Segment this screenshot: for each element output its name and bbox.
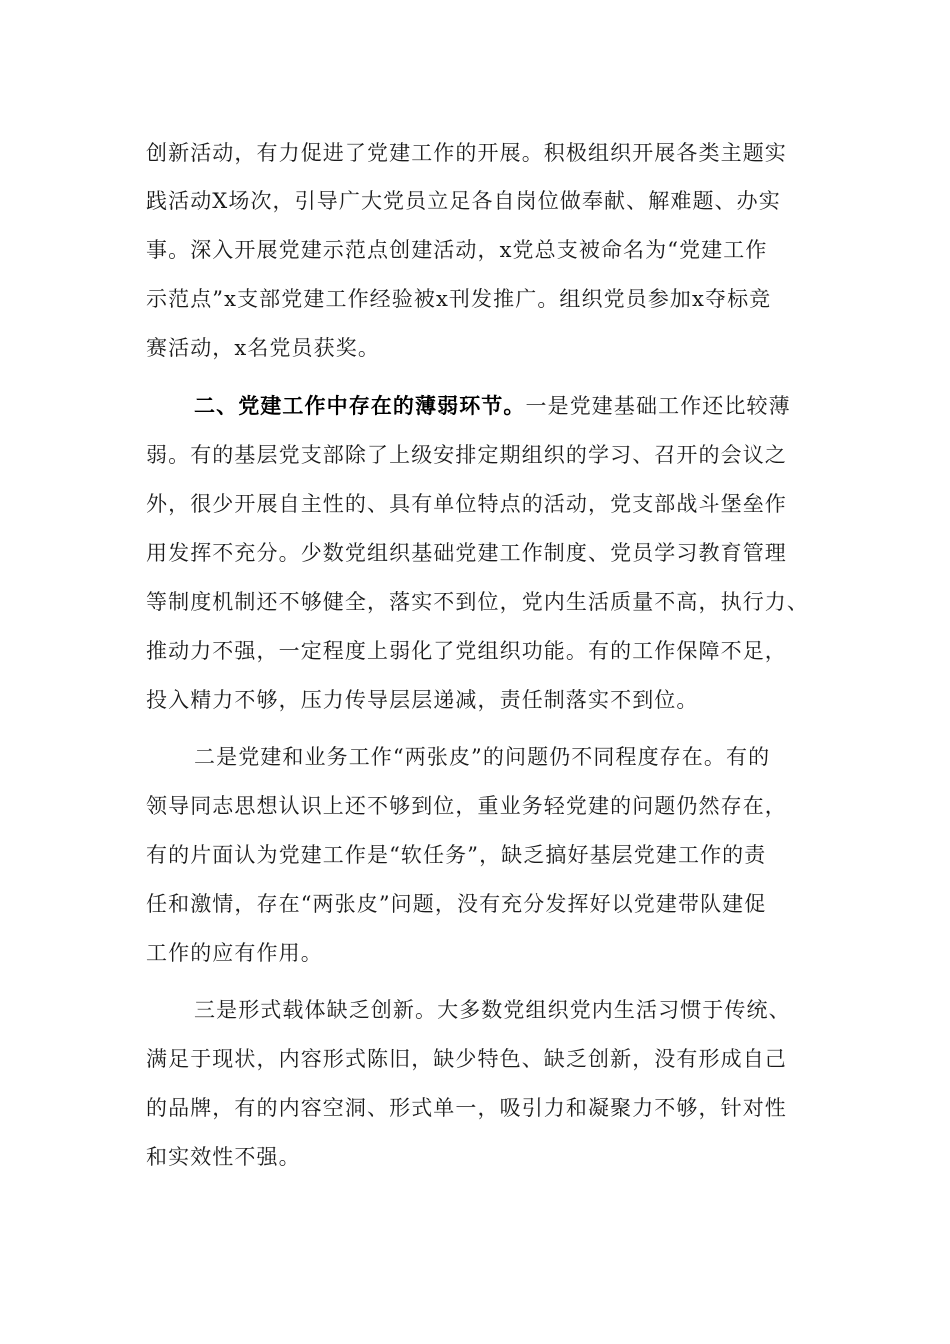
paragraph-3-line-3: 有的片面认为党建工作是“软任务”，缺乏搞好基层党建工作的责 <box>146 843 767 867</box>
paragraph-2-line-1 <box>194 392 791 420</box>
section-heading-rest: 一是党建基础工作还比较薄 <box>525 394 791 418</box>
paragraph-3-line-4: 任和激情，存在“两张皮”问题，没有充分发挥好以党建带队建促 <box>146 892 767 916</box>
paragraph-4-line-1: 三是形式载体缺乏创新。大多数党组织党内生活习惯于传统、 <box>194 998 791 1022</box>
paragraph-1-line-4: 示范点”x支部党建工作经验被x刊发推广。组织党员参加x夺标竞 <box>146 287 772 311</box>
paragraph-1-line-5: 赛活动，x名党员获奖。 <box>146 336 380 360</box>
paragraph-2-line-4: 用发挥不充分。少数党组织基础党建工作制度、党员学习教育管理 <box>146 541 787 565</box>
paragraph-2-line-3: 外，很少开展自主性的、具有单位特点的活动，党支部战斗堡垒作 <box>146 492 787 516</box>
paragraph-3-line-1: 二是党建和业务工作“两张皮”的问题仍不同程度存在。有的 <box>194 745 771 769</box>
paragraph-2-line-6: 推动力不强，一定程度上弱化了党组织功能。有的工作保障不足， <box>146 639 787 663</box>
paragraph-1-line-3: 事。深入开展党建示范点创建活动，x党总支被命名为“党建工作 <box>146 238 768 262</box>
paragraph-2-line-2: 弱。有的基层党支部除了上级安排定期组织的学习、召开的会议之 <box>146 443 787 467</box>
section-heading: 二、党建工作中存在的薄弱环节。 <box>194 393 526 418</box>
paragraph-1-line-2: 践活动X场次，引导广大党员立足各自岗位做奉献、解难题、办实 <box>146 189 781 213</box>
paragraph-1-line-1: 创新活动，有力促进了党建工作的开展。积极组织开展各类主题实 <box>146 141 787 165</box>
paragraph-4-line-2: 满足于现状，内容形式陈旧，缺少特色、缺乏创新，没有形成自己 <box>146 1047 787 1071</box>
paragraph-3-line-5: 工作的应有作用。 <box>146 941 323 965</box>
paragraph-4-line-3: 的品牌，有的内容空洞、形式单一，吸引力和凝聚力不够，针对性 <box>146 1096 787 1120</box>
paragraph-3-line-2: 领导同志思想认识上还不够到位，重业务轻党建的问题仍然存在， <box>146 794 787 818</box>
paragraph-2-line-5: 等制度机制还不够健全，落实不到位，党内生活质量不高，执行力、 <box>146 590 809 614</box>
paragraph-4-line-4: 和实效性不强。 <box>146 1145 301 1169</box>
paragraph-2-line-7: 投入精力不够，压力传导层层递减，责任制落实不到位。 <box>146 688 699 712</box>
